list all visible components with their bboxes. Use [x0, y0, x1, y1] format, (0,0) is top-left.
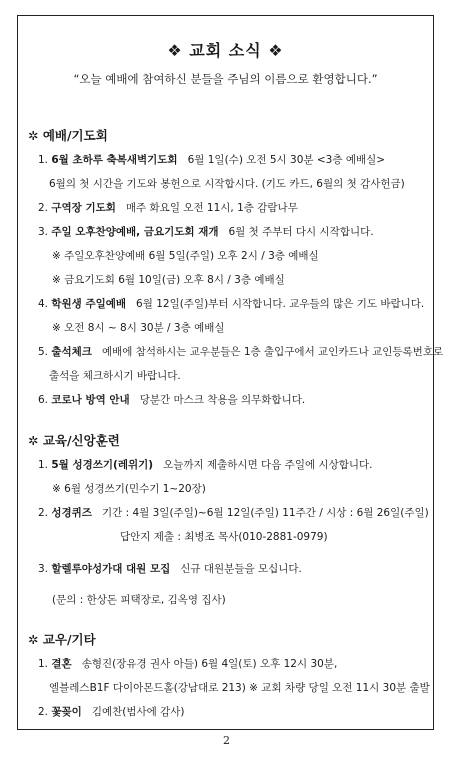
bulletin-frame	[17, 15, 444, 730]
list-item: 2. 꽃꽂이 김예찬(범사에 감사)	[38, 706, 185, 718]
list-subitem: ※ 주일오후찬양예배 6월 5일(주일) 오후 2시 / 3층 예배실	[52, 250, 319, 262]
section-heading-members: ✲ 교우/기타	[28, 632, 96, 647]
list-item: 1. 5월 성경쓰기(레위기) 오늘까지 제출하시면 다음 주일에 시상합니다.	[38, 459, 373, 471]
list-item: 3. 할렐루야성가대 대원 모집 신규 대원분들을 모십니다.	[38, 563, 302, 575]
list-subitem: ※ 금요기도회 6월 10일(금) 오후 8시 / 3층 예배실	[52, 274, 285, 286]
section-heading-education: ✲ 교육/신앙훈련	[28, 433, 120, 448]
list-subitem: ※ 오전 8시 ~ 8시 30분 / 3층 예배실	[52, 322, 225, 334]
section-heading-worship: ✲ 예배/기도회	[28, 128, 108, 143]
welcome-quote: “오늘 예배에 참여하신 분들을 주님의 이름으로 환영합니다.”	[73, 72, 378, 86]
list-subitem: 답안지 제출 : 최병조 목사(010-2881-0979)	[120, 531, 328, 543]
list-note: (문의 : 한상돈 피택장로, 김옥영 집사)	[52, 594, 226, 606]
list-item: 2. 구역장 기도회 매주 화요일 오전 11시, 1층 감람나무	[38, 202, 298, 214]
list-item: 4. 학원생 주일예배 6월 12일(주일)부터 시작합니다. 교우들의 많은 기도 바랍니다.	[38, 298, 425, 310]
list-item: 5. 출석체크 예배에 참석하시는 교우분들은 1층 출입구에서 교인카드나 교인등록번호로	[38, 346, 444, 358]
page-title: ❖ 교회 소식 ❖	[167, 41, 284, 60]
page-number: 2	[223, 734, 230, 747]
list-item: 1. 결혼 송형진(장유경 권사 아들) 6월 4일(토) 오후 12시 30분,	[38, 658, 338, 670]
list-item: 2. 성경퀴즈 기간 : 4월 3일(주일)~6월 12일(주일) 11주간 / 시상 : 6월 26일(주일)	[38, 507, 429, 519]
list-item-continuation: 엘블레스B1F 다이아몬드홀(강남대로 213) ※ 교회 차량 당일 오전 11시 30분 출발	[49, 682, 430, 694]
list-item: 1. 6월 초하루 축복새벽기도회 6월 1일(수) 오전 5시 30분 <3층 예배실>	[38, 154, 386, 166]
list-subitem: ※ 6월 성경쓰기(민수기 1~20장)	[52, 483, 206, 495]
list-item: 6. 코로나 방역 안내 당분간 마스크 착용을 의무화합니다.	[38, 394, 306, 406]
list-item-continuation: 6월의 첫 시간을 기도와 봉헌으로 시작합시다. (기도 카드, 6월의 첫 감사헌금)	[49, 178, 405, 190]
list-item-continuation: 출석을 체크하시기 바랍니다.	[49, 370, 181, 382]
list-item: 3. 주일 오후찬양예배, 금요기도회 재개 6월 첫 주부터 다시 시작합니다.	[38, 226, 374, 238]
